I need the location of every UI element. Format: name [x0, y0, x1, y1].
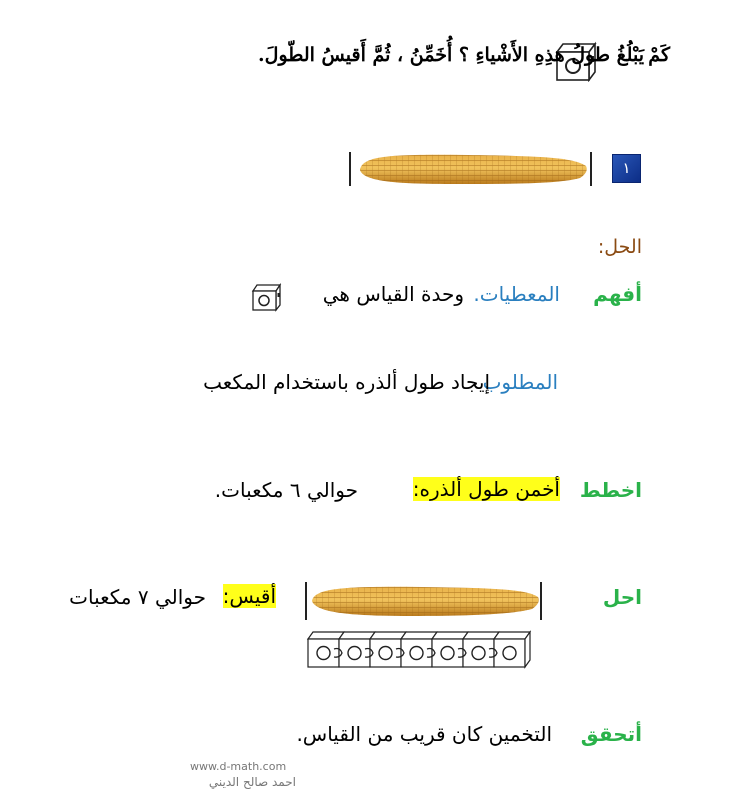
footer-site: www.d-math.com [190, 760, 287, 773]
solve-text: حوالي ٧ مكعبات [69, 585, 206, 609]
solve-heading: احل [602, 585, 642, 609]
unit-cube [365, 632, 406, 667]
unit-cube [489, 632, 530, 667]
unit-cube [458, 632, 499, 667]
corn-measure-image [304, 580, 544, 622]
understand-heading: أفهم [593, 282, 642, 306]
question-text: يَبْلُغُ طولُ هذِهِ الأَشْياءِ ؟ أُخَمِّنُ ، ثُمَّ أَقيسُ الطّولَ. [258, 44, 644, 66]
unit-cube-icon [250, 282, 282, 312]
solution-label: الحل: [597, 236, 642, 258]
solve-highlight: أقيس: [222, 584, 276, 608]
given-text: وحدة القياس هي [322, 282, 464, 306]
question-kam: كَمْ [648, 44, 670, 66]
unit-cube [334, 632, 375, 667]
cube-train [306, 630, 546, 672]
item-number-badge: ١ [612, 154, 641, 183]
required-text: إيجاد طول ألذره باستخدام المكعب [203, 370, 490, 394]
check-text: التخمين كان قريب من القياس. [296, 722, 552, 746]
unit-cube [396, 632, 437, 667]
unit-cube [427, 632, 468, 667]
check-heading: أتحقق [580, 722, 642, 746]
plan-text: حوالي ٦ مكعبات. [214, 478, 358, 502]
cube-train-end [525, 632, 530, 667]
given-label: المعطيات. [473, 282, 560, 306]
plan-heading: اخطط [579, 478, 642, 502]
plan-highlight: أخمن طول ألذره: [412, 477, 560, 501]
corn-image [348, 148, 594, 190]
footer-author: احمد صالح الديني [208, 775, 296, 789]
required-label: المطلوب [482, 370, 558, 394]
